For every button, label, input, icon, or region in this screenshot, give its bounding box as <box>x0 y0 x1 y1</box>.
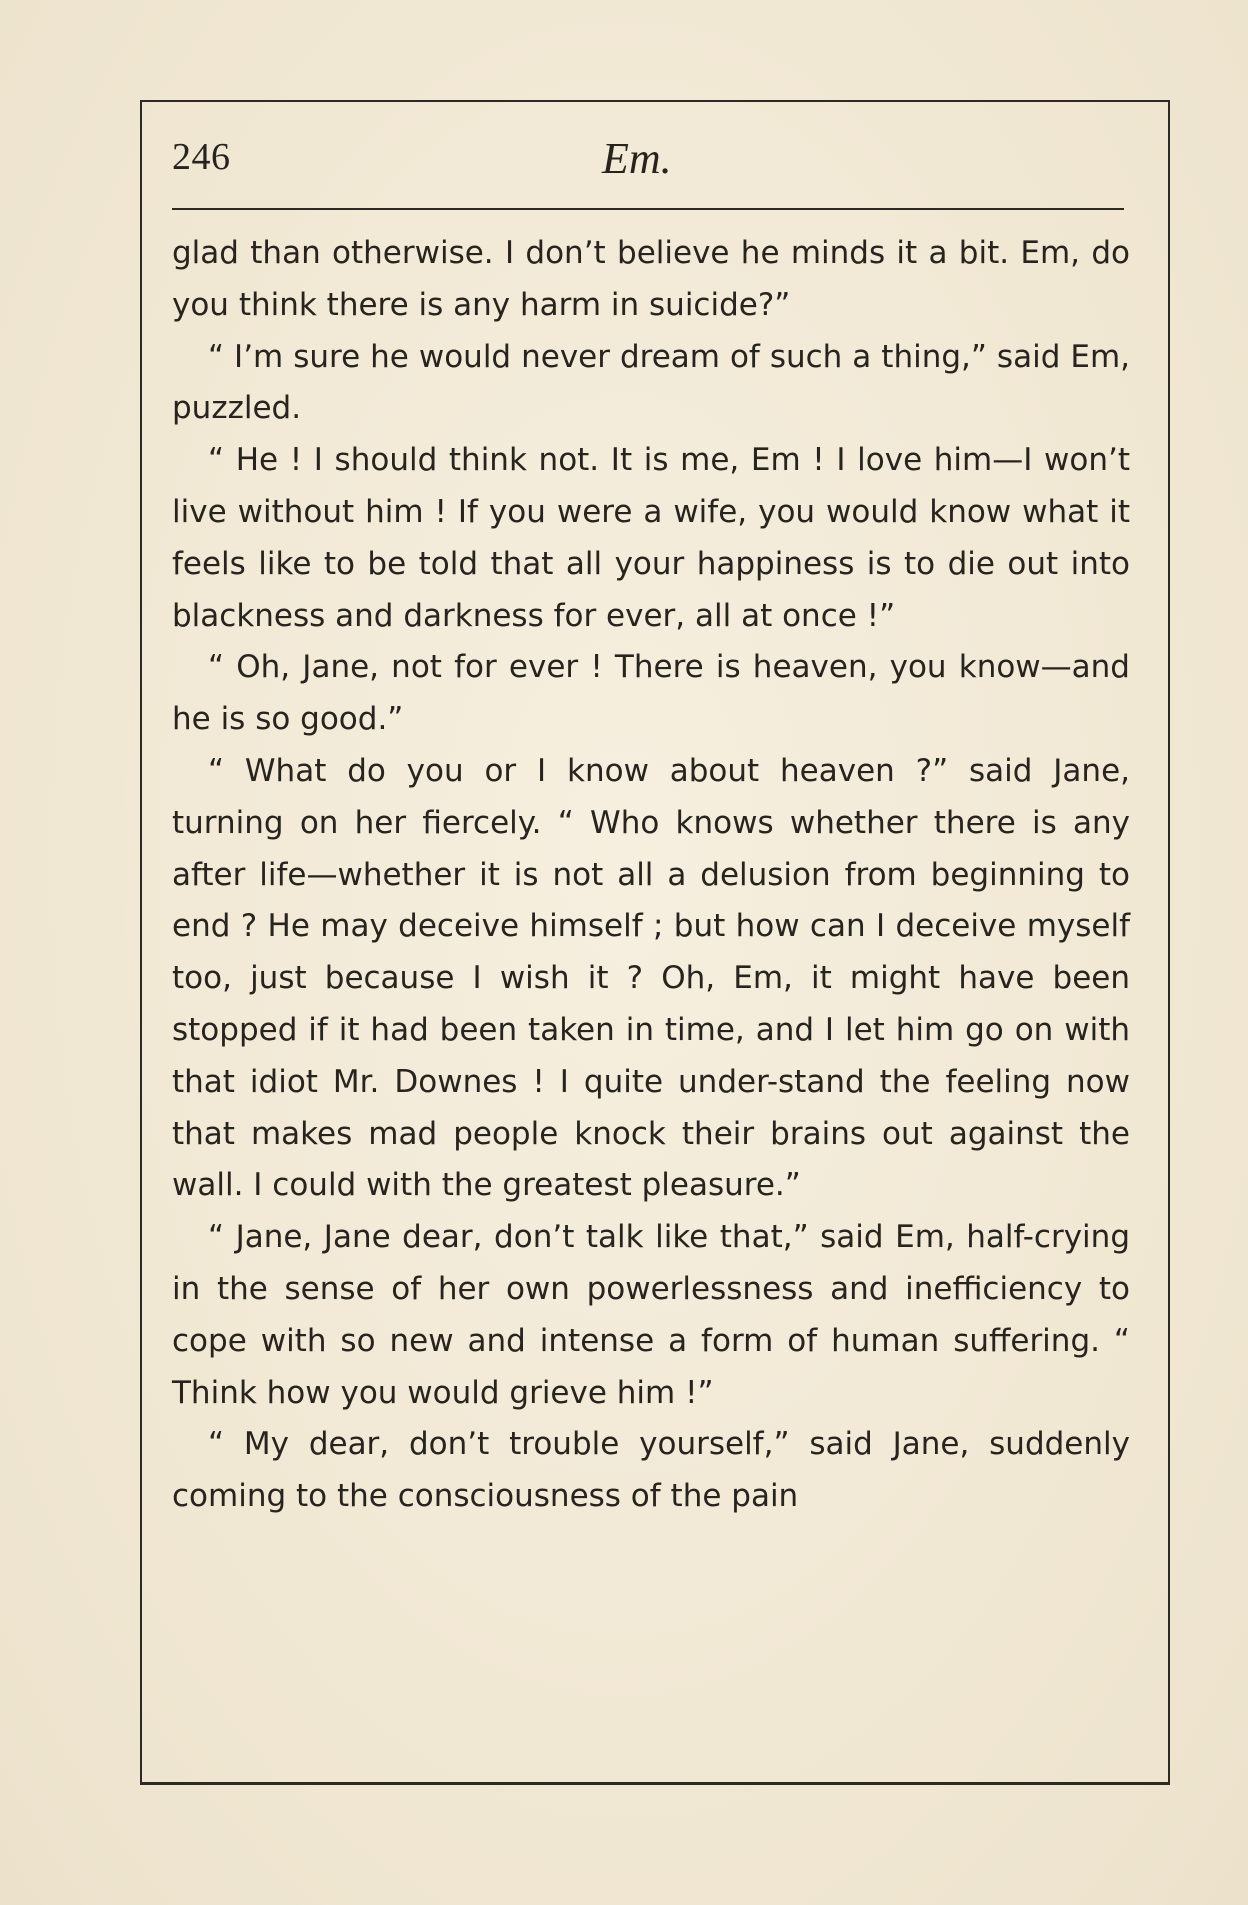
paragraph: “ Oh, Jane, not for ever ! There is heaven, you know—and he is so good.” <box>172 649 1130 738</box>
page-header <box>170 133 1130 193</box>
paragraph: “ What do you or I know about heaven ?” said Jane, turning on her fiercely. “ Who knows whether there is any after life—whether it is not all a delusion from beginning to end ? He may deceive himself ; but how can I deceive myself too, just because I wish it ? Oh, Em, it might have been stopped if it had been taken in time, and I let him go on with that idiot Mr. Downes ! I quite under-stand the feeling now that makes mad people knock their brains out against the wall. I could with the greatest pleasure.” <box>172 752 1130 1204</box>
running-title: Em. <box>602 134 672 183</box>
paragraph: “ Jane, Jane dear, don’t talk like that,” said Em, half-crying in the sense of her own powerlessness and inefficiency to cope with so new and intense a form of human suffering. “ Think how you would grieve him !” <box>172 1219 1130 1411</box>
paragraph: “ I’m sure he would never dream of such a thing,” said Em, puzzled. <box>172 338 1130 427</box>
page-number: 246 <box>172 136 231 178</box>
paragraph: glad than otherwise. I don’t believe he minds it a bit. Em, do you think there is any harm in suicide?” <box>172 235 1130 323</box>
header-rule <box>172 208 1124 210</box>
paragraph: “ He ! I should think not. It is me, Em ! I love him—I won’t live without him ! If you were a wife, you would know what it feels like to be told that all your happiness is to die out into blackness and darkness for ever, all at once !” <box>172 442 1130 634</box>
paragraph: “ My dear, don’t trouble yourself,” said Jane, suddenly coming to the consciousness of the pain <box>172 1426 1130 1515</box>
body-text <box>172 228 1130 1523</box>
